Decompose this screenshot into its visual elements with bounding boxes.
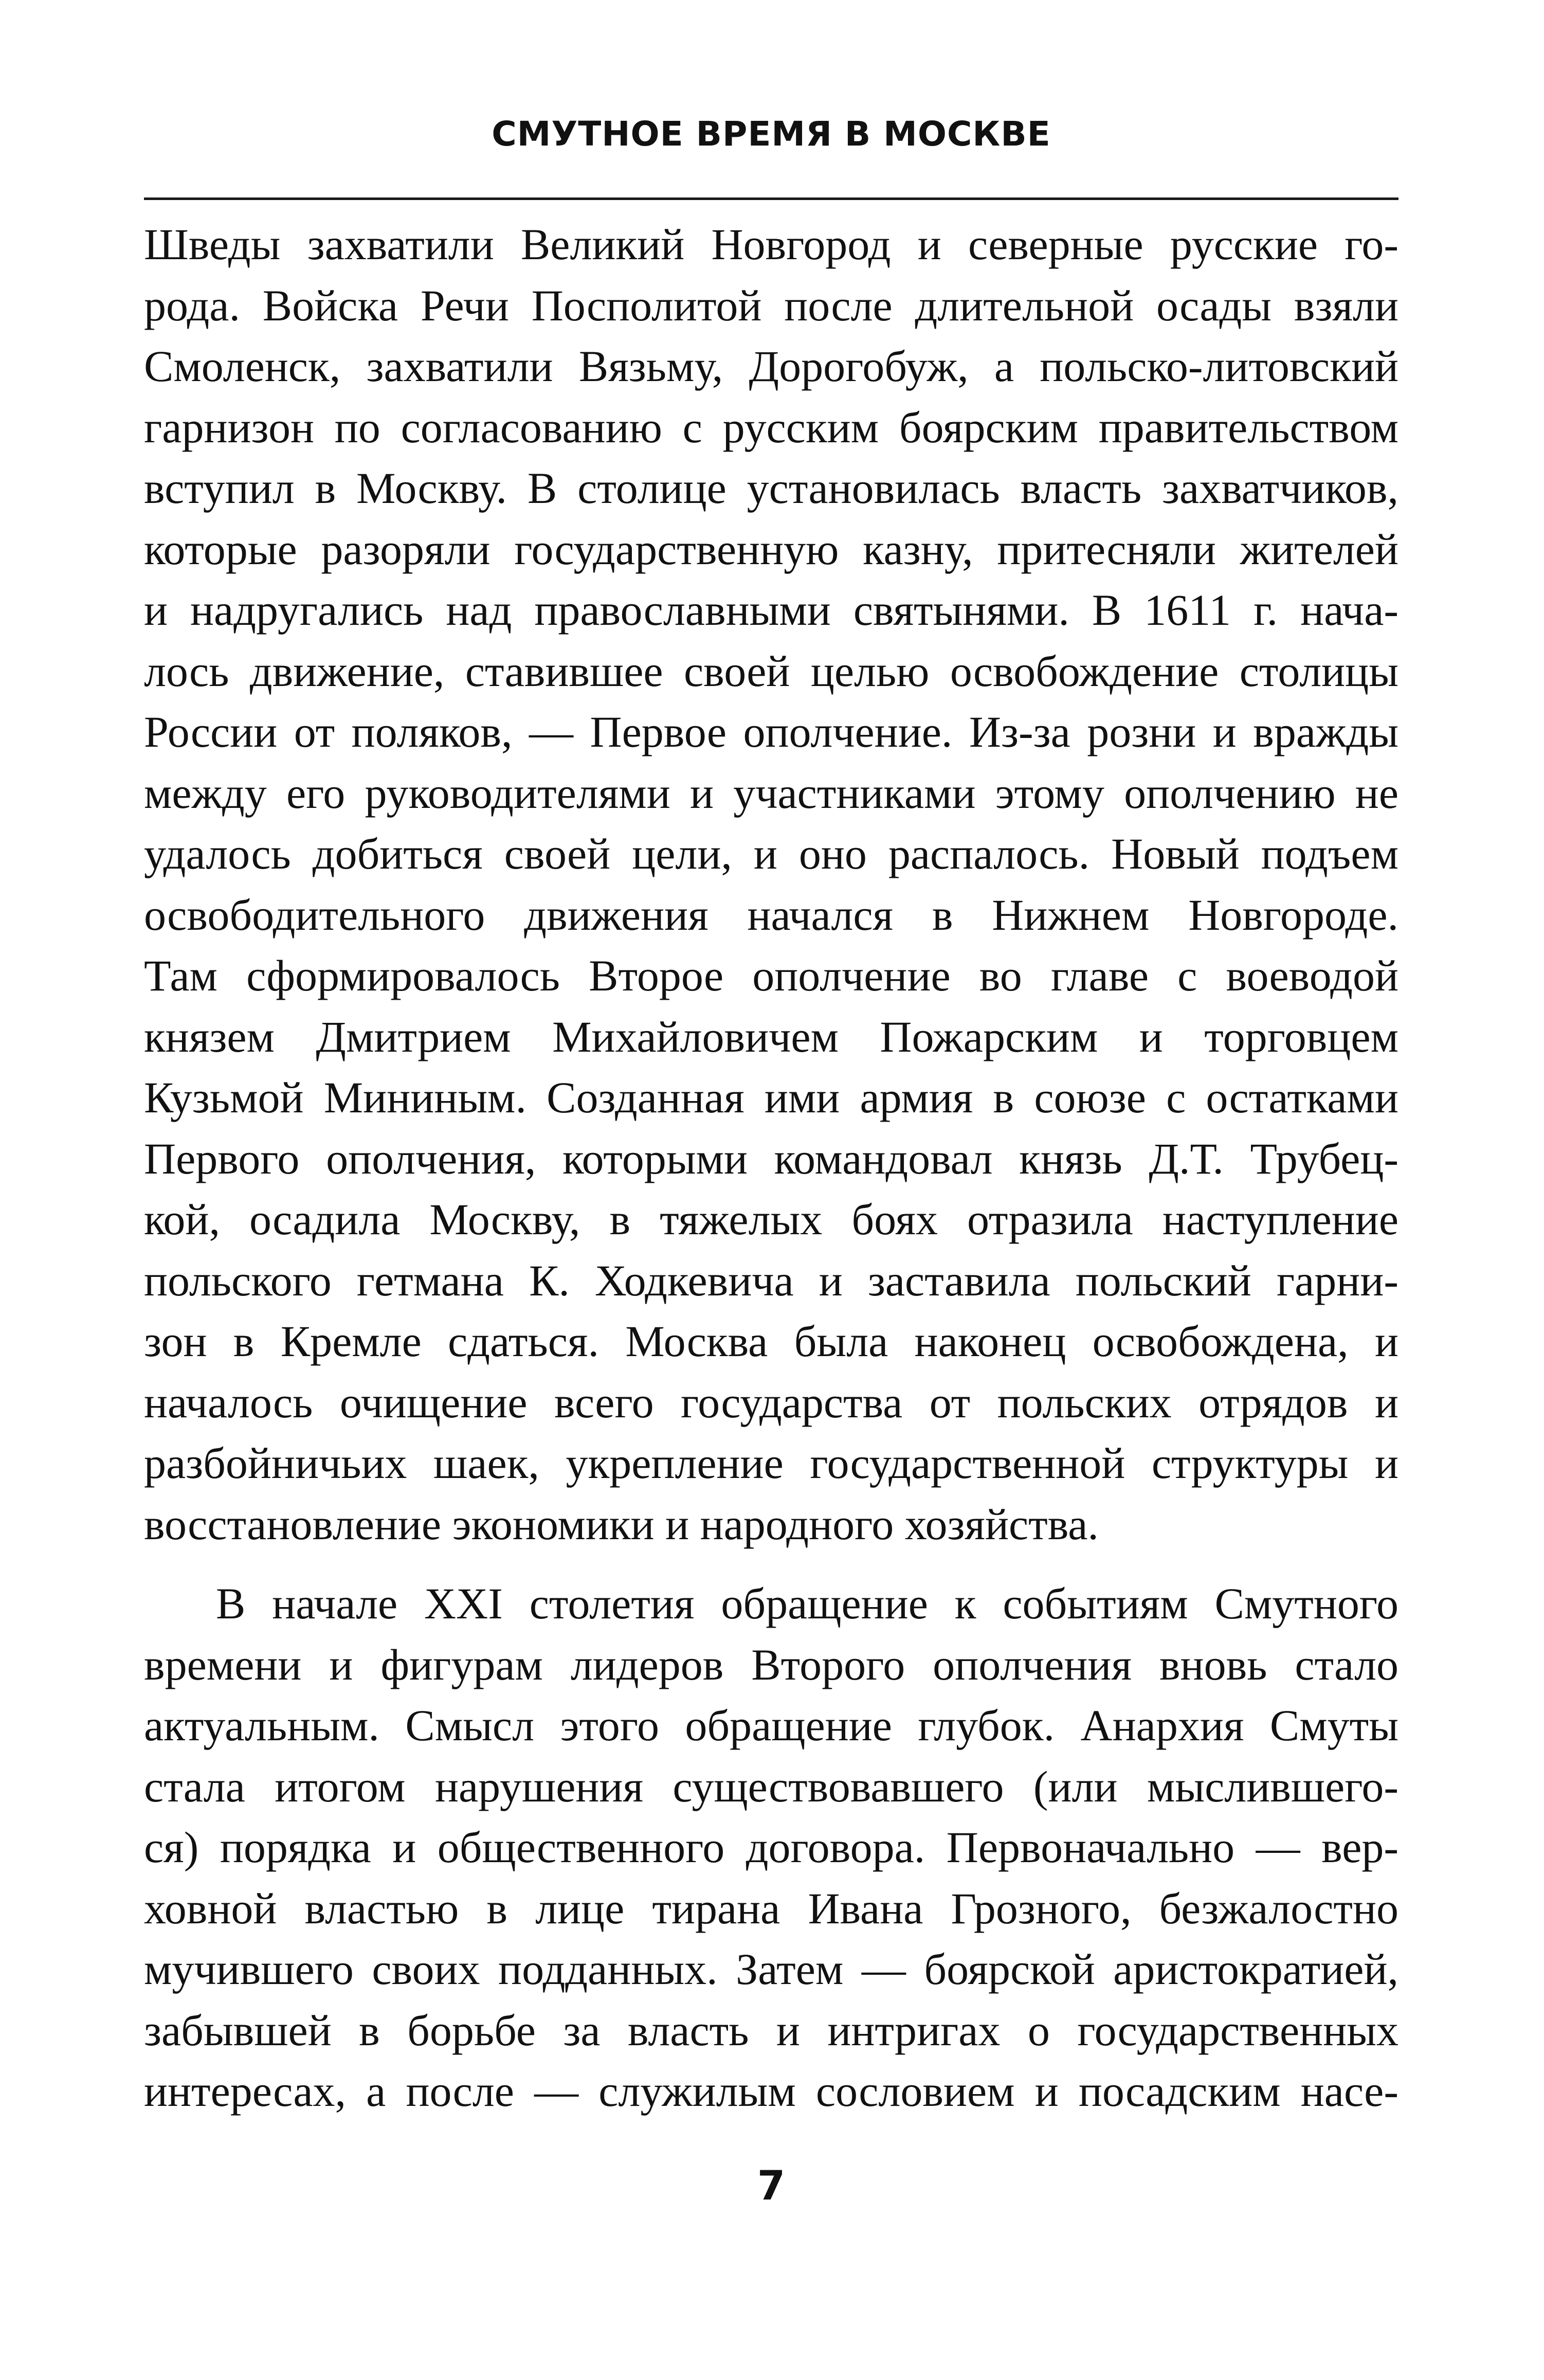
text-line: забывшей в борьбе за власть и интригах о государственных — [144, 2005, 1398, 2055]
text-line: кой, осадила Москву, в тяжелых боях отразила наступление — [144, 1195, 1398, 1244]
body-text — [144, 214, 1398, 2122]
paragraph-1 — [144, 214, 1398, 1555]
text-line: разбойничьих шаек, укрепление государственной структуры и — [144, 1438, 1398, 1488]
text-line: Шведы захватили Великий Новгород и северные русские го- — [144, 220, 1398, 269]
text-line: началось очищение всего государства от польских отрядов и — [144, 1377, 1398, 1427]
text-line: которые разоряли государственную казну, притесняли жителей — [144, 524, 1398, 574]
text-line: лось движение, ставившее своей целью освобождение столицы — [144, 646, 1398, 696]
text-line: интересах, а после — служилым сословием и посадским насе- — [144, 2066, 1398, 2116]
text-line: ся) порядка и общественного договора. Первоначально — вер- — [144, 1823, 1398, 1872]
text-line: Первого ополчения, которыми командовал князь Д.Т. Трубец- — [144, 1133, 1398, 1183]
page-number: 7 — [757, 2163, 786, 2209]
text-line: Там сформировалось Второе ополчение во главе с воеводой — [144, 951, 1398, 1000]
text-line: князем Дмитрием Михайловичем Пожарским и торговцем — [144, 1012, 1398, 1061]
text-line: Кузьмой Мининым. Созданная ими армия в союзе с остатками — [144, 1073, 1398, 1122]
text-line: восстановление экономики и народного хозяйства. — [144, 1499, 1099, 1549]
text-line: Смоленск, захватили Вязьму, Дорогобуж, а польско-литовский — [144, 341, 1398, 391]
text-line: освободительного движения начался в Нижнем Новгороде. — [144, 890, 1398, 940]
text-line: стала итогом нарушения существовавшего (или мыслившего- — [144, 1761, 1398, 1811]
text-line: России от поляков, — Первое ополчение. Из-за розни и вражды — [144, 707, 1398, 756]
text-line: вступил в Москву. В столице установилась власть захватчиков, — [144, 463, 1398, 513]
text-line: В начале XXI столетия обращение к событиям Смутного — [216, 1579, 1398, 1628]
paragraph-gap — [144, 1555, 1398, 1573]
text-line: гарнизон по согласованию с русским боярским правительством — [144, 402, 1398, 452]
text-line: и надругались над православными святынями. В 1611 г. нача- — [144, 585, 1398, 635]
running-head: СМУТНОЕ ВРЕМЯ В МОСКВЕ — [492, 114, 1051, 154]
text-line: польского гетмана К. Ходкевича и заставила польский гарни- — [144, 1255, 1398, 1305]
text-line: рода. Войска Речи Посполитой после длительной осады взяли — [144, 280, 1398, 330]
text-line: ховной властью в лице тирана Ивана Грозного, безжалостно — [144, 1883, 1398, 1933]
text-line: зон в Кремле сдаться. Москва была наконец освобождена, и — [144, 1317, 1398, 1366]
header-rule — [144, 197, 1398, 200]
text-line: между его руководителями и участниками этому ополчению не — [144, 768, 1398, 818]
text-line: мучившего своих подданных. Затем — боярской аристократией, — [144, 1944, 1398, 1994]
text-line: времени и фигурам лидеров Второго ополчения вновь стало — [144, 1639, 1398, 1689]
text-line: актуальным. Смысл этого обращение глубок. Анархия Смуты — [144, 1701, 1398, 1750]
text-line: удалось добиться своей цели, и оно распалось. Новый подъем — [144, 829, 1398, 878]
paragraph-2 — [144, 1573, 1398, 2122]
